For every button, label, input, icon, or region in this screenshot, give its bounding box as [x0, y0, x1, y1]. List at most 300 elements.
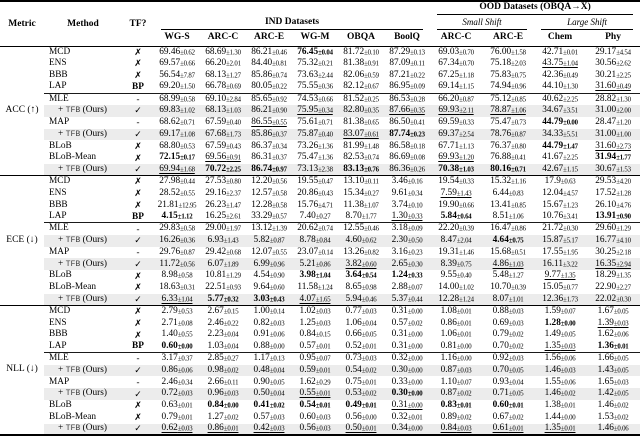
value-cell: 1.44±0.00 — [544, 411, 576, 422]
value-cell: 8.39±0.75 — [430, 258, 482, 270]
ood-datasets-group-header — [430, 1, 640, 15]
metric-section — [0, 46, 640, 176]
table-row — [0, 258, 640, 270]
value-cell: 56.54±7.87 — [159, 69, 195, 80]
tfb-method-tag: TFB — [65, 164, 81, 174]
value-cell: 3.98±1.04 — [299, 270, 331, 281]
value-cell: 76.37±0.80 — [490, 140, 526, 151]
value-cell: 6.44±0.83 — [492, 187, 524, 198]
value-cell: 0.86±0.01 — [200, 424, 246, 436]
tf-mark-cell — [122, 353, 154, 365]
value-cell: 70.38±1.03 — [430, 164, 482, 176]
value-cell: 1.59±0.07 — [544, 306, 576, 317]
value-cell: 1.55±0.06 — [544, 376, 576, 387]
value-cell: 69.56±0.91 — [205, 152, 241, 163]
method-cell: BBB — [49, 69, 68, 80]
tfb-method-tag: TFB — [65, 389, 81, 399]
value-cell: 0.53±0.02 — [338, 388, 384, 400]
value-cell: 75.61±0.71 — [297, 117, 333, 128]
value-cell: 1.27±0.02 — [207, 411, 239, 422]
value-cell: 19.90±0.66 — [438, 199, 474, 210]
value-cell: 17.52±1.28 — [595, 187, 631, 198]
value-cell: 1.17±0.13 — [246, 353, 292, 365]
value-cell: 42.71±0.01 — [542, 46, 578, 57]
table-row — [0, 270, 640, 282]
value-cell: 0.82±0.03 — [253, 317, 285, 328]
cross-icon: ✗ — [134, 270, 142, 281]
value-cell: 8.07±1.01 — [482, 294, 534, 306]
value-cell: 4.60±0.62 — [338, 235, 384, 247]
value-cell: 86.21±0.90 — [246, 105, 292, 117]
value-cell: 0.50±0.04 — [246, 388, 292, 400]
value-cell: 66.20±2.01 — [205, 58, 241, 69]
value-cell: 5.21±0.86 — [292, 258, 338, 270]
tf-mark-cell — [122, 164, 154, 176]
method-cell: + TFB (Ours) — [44, 294, 122, 306]
value-cell: 8.65±0.98 — [345, 282, 377, 293]
value-cell: 19.54±0.33 — [438, 176, 474, 187]
value-cell: 3.17±0.37 — [154, 353, 200, 365]
tfb-method-tag: TFB — [65, 236, 81, 245]
table-row — [0, 223, 640, 235]
dataset-column-header: Chem — [534, 30, 586, 46]
value-cell: 1.46±0.02 — [534, 388, 586, 400]
value-cell: 1.43±0.05 — [586, 365, 640, 377]
dataset-column-header: WG-S — [154, 30, 200, 46]
table-row — [0, 176, 640, 188]
value-cell: 5.94±0.46 — [338, 294, 384, 306]
value-cell: 1.03±0.04 — [207, 340, 239, 351]
value-cell: 75.83±0.75 — [490, 69, 526, 80]
method-column-header: Method — [44, 1, 122, 46]
value-cell: 18.29±1.35 — [595, 270, 631, 281]
value-cell: 83.13±0.76 — [338, 164, 384, 176]
value-cell: 1.62±0.06 — [597, 329, 629, 340]
cross-icon: ✗ — [134, 412, 142, 423]
value-cell: 80.05±0.22 — [251, 81, 287, 92]
check-icon: ✓ — [134, 423, 142, 434]
value-cell: 15.68±0.51 — [490, 246, 526, 257]
value-cell: 9.64±0.60 — [253, 282, 285, 293]
value-cell: 12.20±0.56 — [251, 176, 287, 187]
value-cell: 1.38±0.01 — [544, 400, 576, 411]
metric-cell: NLL (↓) — [0, 306, 44, 436]
value-cell: 13.41±0.85 — [490, 199, 526, 210]
value-cell: 0.92±0.03 — [482, 353, 534, 365]
tf-column-header: TF? — [122, 1, 154, 46]
value-cell: 81.38±0.65 — [343, 117, 379, 128]
value-cell: 5.48±1.27 — [492, 270, 524, 281]
value-cell: 16.25±2.61 — [205, 211, 241, 222]
table-row — [0, 317, 640, 329]
tfb-method-tag: TFB — [65, 424, 81, 434]
value-cell: 69.93±1.20 — [438, 152, 474, 163]
dataset-column-header: Phy — [586, 30, 640, 46]
value-cell: 85.86±0.74 — [251, 69, 287, 80]
dataset-column-header: ARC-E — [246, 30, 292, 46]
value-cell: 75.47±1.36 — [297, 152, 333, 163]
value-cell: 4.15±1.12 — [161, 211, 193, 222]
value-cell: 1.46±0.06 — [586, 424, 640, 436]
value-cell: 75.47±0.73 — [490, 117, 526, 128]
value-cell: 12.04±4.57 — [542, 187, 578, 198]
value-cell: 11.72±0.56 — [154, 258, 200, 270]
metric-section — [0, 306, 640, 436]
value-cell: 0.30±0.00 — [384, 388, 430, 400]
value-cell: 1.08±0.01 — [440, 306, 472, 317]
tf-mark-cell — [122, 223, 154, 235]
tf-mark-cell — [122, 412, 154, 424]
value-cell: 1.56±0.06 — [534, 353, 586, 365]
value-cell: 0.96±0.03 — [200, 388, 246, 400]
value-cell: 1.46±0.03 — [534, 365, 586, 377]
value-cell: 16.26±0.36 — [154, 235, 200, 247]
value-cell: 0.34±0.00 — [384, 424, 430, 436]
cross-icon: ✗ — [134, 317, 142, 328]
value-cell: 28.82±1.30 — [586, 93, 640, 105]
value-cell: 12.28±1.24 — [430, 294, 482, 306]
value-cell: 75.18±2.03 — [490, 58, 526, 69]
method-cell: MLE — [44, 93, 122, 105]
metric-cell: ACC (↑) — [0, 46, 44, 176]
ood-datasets-label: OOD Datasets (OBQA→X) — [437, 2, 633, 15]
value-cell: 1.65±0.03 — [597, 376, 629, 387]
table-row — [0, 247, 640, 259]
value-cell: 2.85±0.27 — [200, 353, 246, 365]
value-cell: 31.94±1.77 — [595, 152, 631, 163]
method-cell: MCD — [49, 176, 71, 187]
method-cell: BLoB-Mean — [49, 152, 96, 163]
value-cell: 1.42±0.05 — [586, 388, 640, 400]
method-cell: MLE — [44, 353, 122, 365]
value-cell: 42.67±1.15 — [534, 164, 586, 176]
table-row — [0, 117, 640, 129]
value-cell: 17.55±1.95 — [542, 246, 578, 257]
value-cell: 6.33±1.04 — [154, 294, 200, 306]
value-cell: 29.83±0.58 — [154, 223, 200, 235]
tf-mark: - — [136, 117, 140, 128]
metric-cell: ECE (↓) — [0, 176, 44, 306]
value-cell: 76.45±0.04 — [297, 46, 333, 57]
value-cell: 19.55±0.47 — [297, 176, 333, 187]
value-cell: 29.16±2.37 — [205, 187, 241, 198]
value-cell: 8.47±2.04 — [430, 235, 482, 247]
method-cell: + TFB (Ours) — [44, 105, 122, 117]
value-cell: 0.31±0.00 — [391, 306, 423, 317]
check-icon: ✓ — [134, 105, 142, 116]
value-cell: 1.25±0.03 — [299, 317, 331, 328]
value-cell: 0.31±0.00 — [391, 340, 423, 351]
value-cell: 0.31±0.00 — [391, 329, 423, 340]
value-cell: 69.57±0.66 — [159, 58, 195, 69]
value-cell: 0.79±0.01 — [161, 411, 193, 422]
value-cell: 5.84±0.64 — [440, 211, 472, 222]
value-cell: 1.06±0.01 — [440, 329, 472, 340]
value-cell: 0.31±0.00 — [391, 400, 423, 411]
value-cell: 23.07±0.14 — [297, 246, 333, 257]
value-cell: 11.58±1.24 — [297, 282, 333, 293]
value-cell: 17.9±0.63 — [544, 176, 576, 187]
tf-mark-cell — [122, 81, 154, 93]
large-shift-label: Large Shift — [541, 17, 633, 30]
value-cell: 86.53±0.28 — [384, 93, 430, 105]
value-cell: 9.55±0.40 — [440, 270, 472, 281]
value-cell: 0.79±0.02 — [492, 329, 524, 340]
value-cell: 2.88±0.07 — [391, 282, 423, 293]
large-shift-header — [534, 15, 640, 30]
value-cell: 86.55±0.55 — [251, 117, 287, 128]
value-cell: 87.74±0.23 — [384, 129, 430, 141]
value-cell: 75.87±0.40 — [292, 129, 338, 141]
value-cell: 68.80±0.53 — [159, 140, 195, 151]
value-cell: 1.02±0.03 — [299, 306, 331, 317]
value-cell: 69.10±2.84 — [200, 93, 246, 105]
ind-datasets-group-header — [154, 1, 430, 30]
value-cell: 72.15±0.17 — [159, 152, 195, 163]
tf-mark: - — [136, 353, 140, 364]
value-cell: 66.20±0.87 — [430, 93, 482, 105]
value-cell: 1.66±0.05 — [586, 353, 640, 365]
value-cell: 22.90±2.27 — [595, 282, 631, 293]
value-cell: 0.84±0.15 — [299, 329, 331, 340]
tf-mark-cell — [122, 235, 154, 247]
tf-mark-cell — [122, 188, 154, 200]
value-cell: 86.58±0.18 — [389, 140, 425, 151]
table-row — [0, 93, 640, 105]
cross-icon: ✗ — [134, 306, 142, 317]
value-cell: 30.67±1.53 — [586, 164, 640, 176]
value-cell: 0.70±0.05 — [482, 365, 534, 377]
tf-mark-cell — [122, 211, 154, 223]
tfb-method-tag: TFB — [65, 365, 81, 375]
value-cell: 10.81±1.29 — [205, 270, 241, 281]
tf-mark-cell — [122, 424, 154, 436]
tf-mark-cell — [122, 129, 154, 141]
tf-mark-cell — [122, 376, 154, 388]
method-cell: BBB — [49, 199, 68, 210]
table-row — [0, 353, 640, 365]
value-cell: 68.13±1.27 — [205, 69, 241, 80]
value-cell: 0.88±0.00 — [253, 340, 285, 351]
tf-mark-cell — [122, 306, 154, 318]
value-cell: 75.55±0.36 — [297, 81, 333, 92]
tf-mark-cell — [122, 93, 154, 105]
value-cell: 13.26±0.82 — [343, 246, 379, 257]
value-cell: 8.98±0.58 — [161, 270, 193, 281]
table-row — [0, 152, 640, 164]
method-cell: MCD — [49, 46, 71, 57]
value-cell: 3.64±0.54 — [345, 270, 377, 281]
value-cell: 7.59±1.43 — [440, 187, 472, 198]
value-cell: 0.84±0.00 — [207, 400, 239, 411]
tfb-method-tag: TFB — [65, 294, 81, 304]
value-cell: 0.70±0.02 — [492, 340, 524, 351]
value-cell: 8.51±1.06 — [492, 211, 524, 222]
table-row — [0, 188, 640, 200]
value-cell: 1.16±0.00 — [430, 353, 482, 365]
value-cell: 0.59±0.01 — [292, 365, 338, 377]
dataset-column-header: ARC-C — [200, 30, 246, 46]
value-cell: 31.00±2.00 — [586, 105, 640, 117]
value-cell: 0.30±0.00 — [384, 365, 430, 377]
value-cell: 69.20±1.50 — [159, 81, 195, 92]
tf-mark: BP — [132, 211, 144, 222]
value-cell: 0.57±0.02 — [391, 317, 423, 328]
table-row — [0, 140, 640, 152]
value-cell: 69.93±2.11 — [430, 105, 482, 117]
value-cell: 1.62±0.29 — [299, 376, 331, 387]
table-row — [0, 412, 640, 424]
value-cell: 85.65±0.92 — [246, 93, 292, 105]
value-cell: 44.10±1.30 — [542, 81, 578, 92]
value-cell: 33.29±0.57 — [251, 211, 287, 222]
dataset-column-header: ARC-C — [430, 30, 482, 46]
value-cell: 0.77±0.03 — [345, 306, 377, 317]
value-cell: 68.13±1.03 — [200, 105, 246, 117]
tf-mark: BP — [132, 341, 144, 352]
value-cell: 16.35±2.94 — [586, 258, 640, 270]
cross-icon: ✗ — [134, 400, 142, 411]
value-cell: 1.24±0.33 — [391, 270, 423, 281]
tf-mark-cell — [122, 341, 154, 353]
value-cell: 29.53±4.20 — [595, 176, 631, 187]
table-row — [0, 70, 640, 82]
value-cell: 67.59±0.40 — [205, 117, 241, 128]
value-cell: 87.66±0.35 — [384, 105, 430, 117]
value-cell: 0.57±0.01 — [299, 340, 331, 351]
value-cell: 86.50±0.41 — [389, 117, 425, 128]
method-cell: ENS — [49, 317, 67, 328]
value-cell: 84.40±0.81 — [251, 58, 287, 69]
value-cell: 2.71±0.08 — [161, 317, 193, 328]
method-cell: MLE — [44, 223, 122, 235]
value-cell: 12.28±0.58 — [251, 199, 287, 210]
value-cell: 81.99±1.48 — [343, 140, 379, 151]
value-cell: 9.77±1.35 — [544, 270, 576, 281]
value-cell: 81.38±0.91 — [343, 58, 379, 69]
check-icon: ✓ — [134, 235, 142, 246]
table-row — [0, 341, 640, 353]
value-cell: 73.13±2.38 — [292, 164, 338, 176]
tf-mark-cell — [122, 388, 154, 400]
check-icon: ✓ — [134, 258, 142, 269]
cross-icon: ✗ — [134, 199, 142, 210]
value-cell: 3.46±0.16 — [391, 176, 423, 187]
value-cell: 2.66±0.11 — [207, 376, 239, 387]
value-cell: 4.64±0.75 — [482, 235, 534, 247]
tf-mark-cell — [122, 294, 154, 306]
tf-mark-cell — [122, 282, 154, 294]
method-cell: LAP — [49, 340, 67, 351]
value-cell: 12.36±1.73 — [534, 294, 586, 306]
value-cell: 86.37±0.34 — [251, 140, 287, 151]
value-cell: 0.32±0.01 — [391, 411, 423, 422]
value-cell: 1.10±0.07 — [440, 376, 472, 387]
value-cell: 29.76±0.87 — [159, 246, 195, 257]
value-cell: 15.76±4.71 — [297, 199, 333, 210]
value-cell: 0.48±0.04 — [246, 365, 292, 377]
value-cell: 67.68±1.73 — [200, 129, 246, 141]
value-cell: 6.93±1.43 — [200, 235, 246, 247]
value-cell: 10.70±0.39 — [490, 282, 526, 293]
value-cell: 1.28±0.00 — [544, 317, 576, 328]
value-cell: 0.50±0.01 — [338, 424, 384, 436]
value-cell: 15.34±0.27 — [343, 187, 379, 198]
value-cell: 3.18±0.09 — [384, 223, 430, 235]
table-row — [0, 282, 640, 294]
tfb-method-tag: TFB — [65, 259, 81, 269]
value-cell: 22.51±0.93 — [205, 282, 241, 293]
value-cell: 1.35±0.01 — [534, 424, 586, 436]
value-cell: 13.12±1.39 — [246, 223, 292, 235]
value-cell: 82.80±0.35 — [338, 105, 384, 117]
table-row — [0, 376, 640, 388]
value-cell: 15.05±0.77 — [542, 282, 578, 293]
value-cell: 0.66±0.05 — [345, 329, 377, 340]
value-cell: 5.37±0.44 — [384, 294, 430, 306]
tf-mark-cell — [122, 70, 154, 82]
value-cell: 87.09±0.11 — [389, 58, 425, 69]
check-icon: ✓ — [134, 128, 142, 139]
value-cell: 11.38±1.07 — [343, 199, 379, 210]
value-cell: 1.67±0.05 — [597, 306, 629, 317]
cross-icon: ✗ — [134, 58, 142, 69]
value-cell: 29.00±1.97 — [200, 223, 246, 235]
tf-mark-cell — [122, 58, 154, 70]
value-cell: 9.61±0.34 — [391, 187, 423, 198]
value-cell: 42.36±0.49 — [542, 69, 578, 80]
value-cell: 0.49±0.01 — [345, 400, 377, 411]
value-cell: 86.69±0.08 — [389, 152, 425, 163]
value-cell: 0.69±0.03 — [492, 317, 524, 328]
tf-mark-cell — [122, 152, 154, 164]
value-cell: 0.71±0.05 — [482, 388, 534, 400]
value-cell: 0.42±0.03 — [246, 424, 292, 436]
value-cell: 3.03±0.43 — [246, 294, 292, 306]
value-cell: 13.91±0.90 — [595, 211, 631, 222]
tfb-method-tag: TFB — [65, 129, 81, 139]
value-cell: 82.53±0.74 — [343, 152, 379, 163]
method-cell: LAP — [49, 211, 67, 222]
value-cell: 4.07±1.65 — [292, 294, 338, 306]
method-cell: + TFB (Ours) — [44, 424, 122, 436]
table-row — [0, 306, 640, 318]
value-cell: 0.41±0.02 — [253, 400, 285, 411]
value-cell: 6.07±1.89 — [200, 258, 246, 270]
dataset-column-header: BoolQ — [384, 30, 430, 46]
value-cell: 6.99±0.96 — [246, 258, 292, 270]
cross-icon: ✗ — [134, 140, 142, 151]
tf-mark-cell — [122, 117, 154, 129]
value-cell: 44.79±0.00 — [542, 117, 578, 128]
method-cell: BLoB — [49, 140, 72, 151]
tf-mark: - — [136, 223, 140, 234]
value-cell: 0.86±0.01 — [440, 317, 472, 328]
value-cell: 78.87±1.06 — [482, 105, 534, 117]
value-cell: 0.60±0.00 — [161, 340, 193, 351]
value-cell: 80.16±0.71 — [482, 164, 534, 176]
method-cell: MAP — [49, 117, 70, 128]
value-cell: 68.62±0.71 — [159, 117, 195, 128]
value-cell: 70.72±2.25 — [200, 164, 246, 176]
value-cell: 73.63±2.44 — [297, 69, 333, 80]
tf-mark-cell — [122, 400, 154, 412]
value-cell: 0.62±0.03 — [154, 424, 200, 436]
method-cell: BLoB-Mean — [49, 411, 96, 422]
value-cell: 28.47±1.20 — [595, 117, 631, 128]
value-cell: 22.20±0.39 — [430, 223, 482, 235]
method-cell: + TFB (Ours) — [44, 388, 122, 400]
